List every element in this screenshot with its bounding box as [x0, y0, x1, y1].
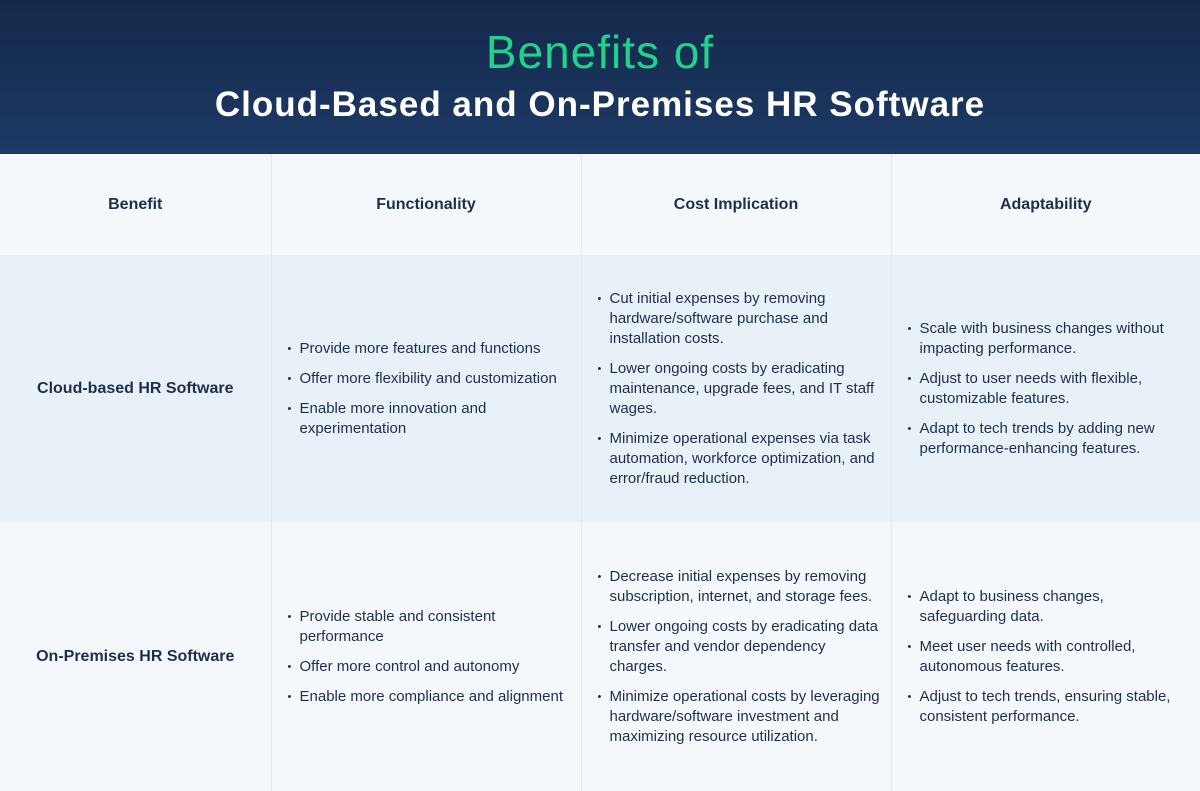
bullet-list	[910, 319, 1191, 459]
list-item: • Enable more innovation and experimentation	[290, 399, 571, 439]
list-item: • Offer more flexibility and customization	[290, 369, 571, 389]
list-item: • Minimize operational costs by leveraging hardware/software investment and maximizing resource utilization.	[600, 687, 881, 747]
list-item: • Lower ongoing costs by eradicating data transfer and vendor dependency charges.	[600, 617, 881, 677]
cell-adaptability-onprem	[891, 522, 1200, 791]
table-header-row	[0, 154, 1200, 255]
list-item: • Decrease initial expenses by removing subscription, internet, and storage fees.	[600, 567, 881, 607]
list-item: • Cut initial expenses by removing hardware/software purchase and installation costs.	[600, 289, 881, 349]
list-item: • Adapt to tech trends by adding new performance-enhancing features.	[910, 419, 1191, 459]
table-row-onprem	[0, 522, 1200, 791]
cell-adaptability-cloud	[891, 255, 1200, 522]
comparison-table	[0, 154, 1200, 791]
cell-functionality-onprem	[271, 522, 581, 791]
page-header	[0, 0, 1200, 154]
list-item: • Offer more control and autonomy	[290, 657, 571, 677]
list-item: • Meet user needs with controlled, autonomous features.	[910, 637, 1191, 677]
list-item: • Adapt to business changes, safeguarding data.	[910, 587, 1191, 627]
title-line-1: Benefits of	[485, 26, 715, 78]
bullet-list	[910, 587, 1191, 727]
row-label-onprem: On-Premises HR Software	[36, 647, 235, 665]
bullet-list	[290, 607, 571, 707]
list-item: • Lower ongoing costs by eradicating maintenance, upgrade fees, and IT staff wages.	[600, 359, 881, 419]
bullet-list	[290, 339, 571, 439]
list-item: • Provide more features and functions	[290, 339, 571, 359]
title-line-2: Cloud-Based and On-Premises HR Software	[214, 85, 986, 124]
column-header-adaptability: Adaptability	[891, 154, 1200, 255]
table-row-cloud	[0, 255, 1200, 522]
row-label-cloud: Cloud-based HR Software	[37, 379, 234, 397]
cell-cost-onprem	[581, 522, 891, 791]
list-item: • Provide stable and consistent performance	[290, 607, 571, 647]
cell-functionality-cloud	[271, 255, 581, 522]
column-header-cost: Cost Implication	[581, 154, 891, 255]
column-header-benefit: Benefit	[108, 195, 163, 213]
list-item: • Minimize operational expenses via task automation, workforce optimization, and error/fraud reduction.	[600, 429, 881, 489]
list-item: • Enable more compliance and alignment	[290, 687, 571, 707]
list-item: • Adjust to tech trends, ensuring stable, consistent performance.	[910, 687, 1191, 727]
column-header-functionality: Functionality	[271, 154, 581, 255]
bullet-list	[600, 289, 881, 489]
cell-cost-cloud	[581, 255, 891, 522]
list-item: • Scale with business changes without impacting performance.	[910, 319, 1191, 359]
list-item: • Adjust to user needs with flexible, customizable features.	[910, 369, 1191, 409]
bullet-list	[600, 567, 881, 747]
